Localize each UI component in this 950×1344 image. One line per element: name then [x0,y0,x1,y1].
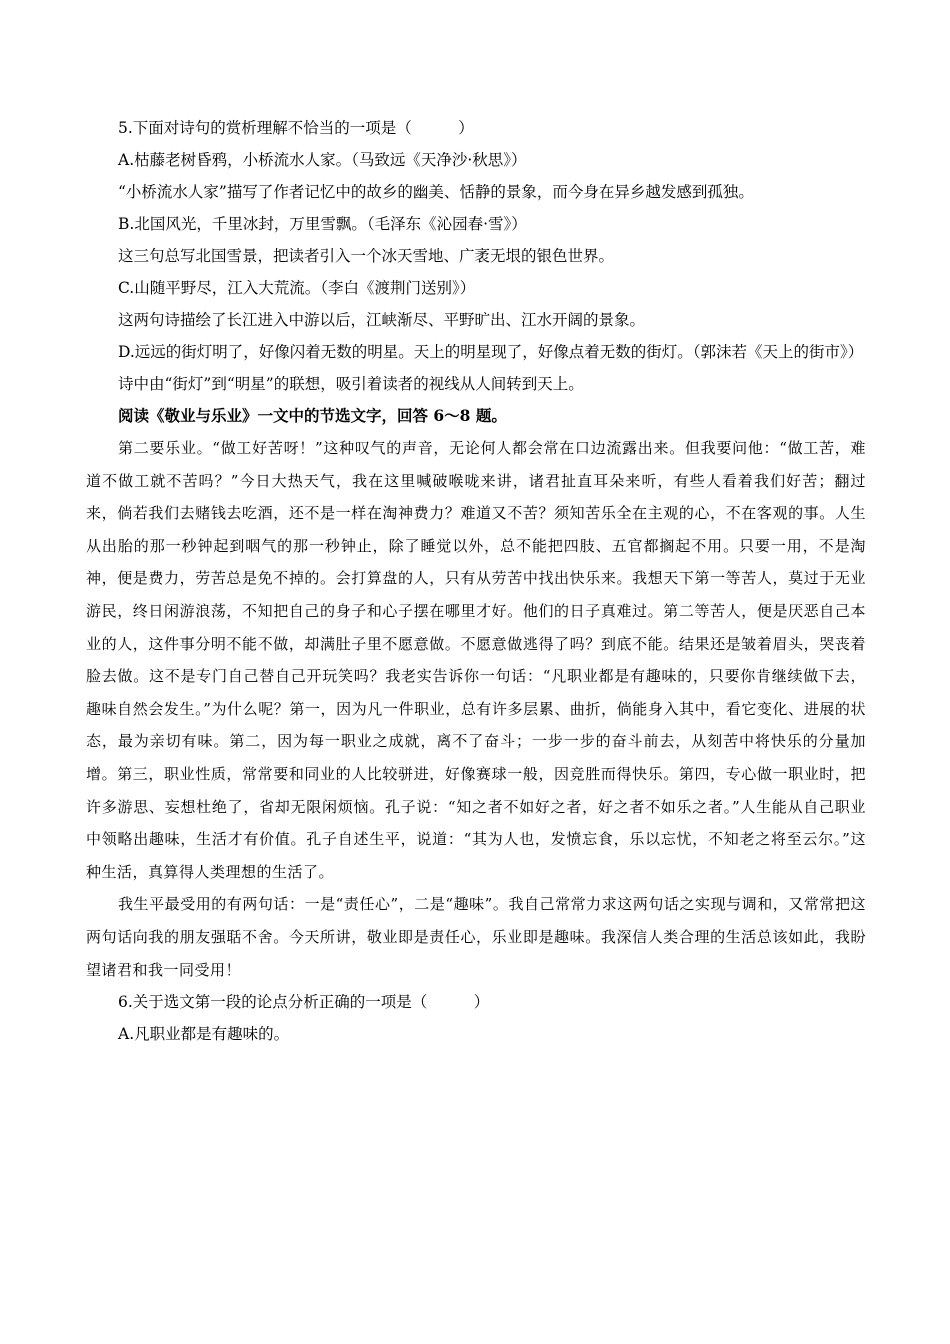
passage-paragraph-1: 第二要乐业。“做工好苦呀！”这种叹气的声音，无论何人都会常在口边流露出来。但我要问他：“做工苦，难道不做工就不苦吗？”今日大热天气，我在这里喊破喉咙来讲，诸君扯直耳朵来听，有些人看着我们好苦；翻过来，倘若我们去赌钱去吃酒，还不是一样在淘神费力？难道又不苦？须知苦乐全在主观的心，不在客观的事。人生从出胎的那一秒钟起到咽气的那一秒钟止，除了睡觉以外，总不能把四肢、五官都搁起不用。只要一用，不是淘神，便是费力，劳苦总是免不掉的。会打算盘的人，只有从劳苦中找出快乐来。我想天下第一等苦人，莫过于无业游民，终日闲游浪荡，不知把自己的身子和心子摆在哪里才好。他们的日子真难过。第二等苦人，便是厌恶自己本业的人，这件事分明不能不做，却满肚子里不愿意做。不愿意做逃得了吗？到底不能。结果还是皱着眉头，哭丧着脸去做。这不是专门自己替自己开玩笑吗？我老实告诉你一句话：“凡职业都是有趣味的，只要你肯继续做下去，趣味自然会发生。”为什么呢？第一，因为凡一件职业，总有许多层累、曲折，倘能身入其中，看它变化、进展的状态，最为亲切有味。第二，因为每一职业之成就，离不了奋斗；一步一步的奋斗前去，从刻苦中将快乐的分量加增。第三，职业性质，常常要和同业的人比较骈进，好像赛球一般，因竞胜而得快乐。第四，专心做一职业时，把许多游思、妄想杜绝了，省却无限闲烦恼。孔子说：“知之者不如好之者，好之者不如乐之者。”人生能从自己职业中领略出趣味，生活才有价值。孔子自述生平，说道：“其为人也，发愤忘食，乐以忘忧，不知老之将至云尔。”这种生活，真算得人类理想的生活了。 [86,439,866,881]
passage-paragraph-2: 我生平最受用的有两句话：一是“责任心”，二是“趣味”。我自己常常力求这两句话之实现与调和，又常常把这两句话向我的朋友强聒不舍。今天所讲，敬业即是责任心，乐业即是趣味。我深信人类合理的生活总该如此，我盼望诸君和我一同受用！ [86,895,866,979]
question-6-stem: 6.关于选文第一段的论点分析正确的一项是（ ） [118,993,490,1012]
question-6-option-a: A.凡职业都是有趣味的。 [118,1025,290,1044]
question-5-stem: 5.下面对诗句的赏析理解不恰当的一项是（ ） [118,119,474,137]
reading-instruction: 阅读《敬业与乐业》一文中的节选文字，回答 6～8 题。 [118,406,507,425]
question-5-option-b-analysis: 这三句总写北国雪景，把读者引入一个冰天雪地、广袤无垠的银色世界。 [118,247,615,265]
question-5-option-d: D.远远的街灯明了，好像闪着无数的明星。天上的明星现了，好像点着无数的街灯。（郭沫若《天上的街市》） [118,343,864,361]
question-5-option-a-analysis: “小桥流水人家”描写了作者记忆中的故乡的幽美、恬静的景象，而今身在异乡越发感到孤独。 [118,183,754,201]
question-5-option-a: A.枯藤老树昏鸦，小桥流水人家。（马致远《天净沙·秋思》） [118,151,527,169]
question-5-option-c: C.山随平野尽，江入大荒流。（李白《渡荆门送别》） [118,279,476,297]
question-5-option-c-analysis: 这两句诗描绘了长江进入中游以后，江峡渐尽、平野旷出、江水开阔的景象。 [118,311,646,329]
question-5-option-d-analysis: 诗中由“街灯”到“明星”的联想，吸引着读者的视线从人间转到天上。 [118,375,584,393]
question-5-option-b: B.北国风光，千里冰封，万里雪飘。（毛泽东《沁园春·雪》） [118,215,527,233]
document-page [86,112,866,1050]
